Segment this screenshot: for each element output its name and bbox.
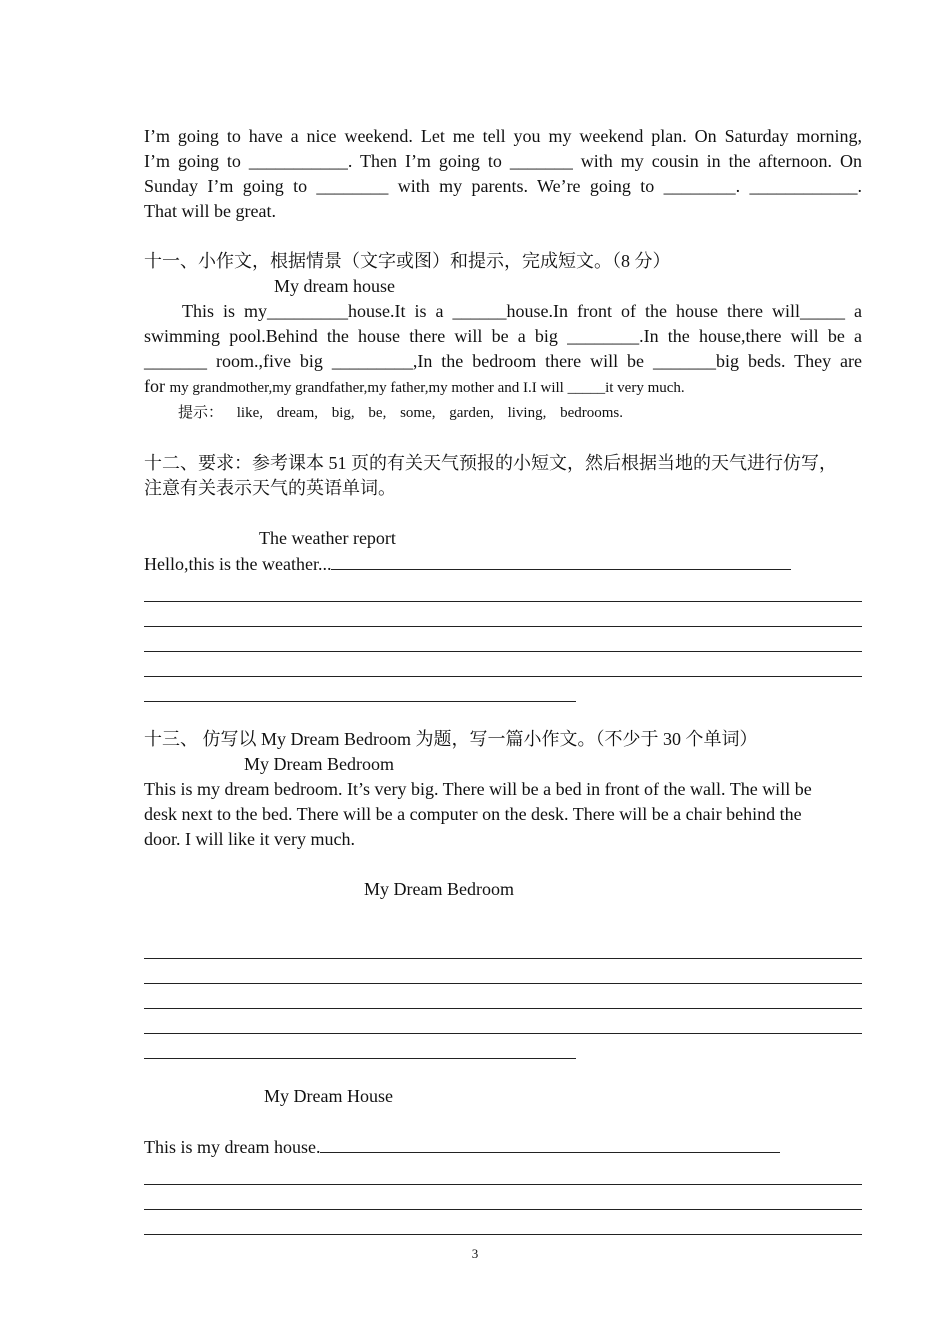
writing-line-short[interactable] <box>144 677 576 702</box>
section-11-line-1: This is my_________house.It is a ______house.In front of the house there will_____ a <box>182 301 862 321</box>
model-line-2: desk next to the bed. There will be a computer on the desk. There will be a chair behind the <box>144 804 802 824</box>
answer-blank[interactable] <box>331 551 791 570</box>
weather-start-text: Hello,this is the weather... <box>144 554 332 574</box>
section-11-line-2: swimming pool.Behind the house there will be a big ________.In the house,there will be a <box>144 326 862 346</box>
hint-word: living, <box>507 405 547 421</box>
hint-word: garden, <box>449 405 494 421</box>
hint-word: dream, <box>276 405 318 421</box>
hint-word: be, <box>368 405 387 421</box>
writing-line[interactable] <box>144 1160 862 1185</box>
dream-house-start-text: This is my dream house. <box>144 1137 321 1157</box>
writing-line-short[interactable] <box>144 1034 576 1059</box>
model-line-3: door. I will like it very much. <box>144 829 355 849</box>
section-12-heading-2: 注意有关表示天气的英语单词。 <box>144 478 396 498</box>
section-11-line-4 <box>144 374 862 401</box>
section-11-title: My dream house <box>274 276 395 296</box>
section-11-hints <box>178 401 862 426</box>
answer-blank[interactable] <box>320 1134 780 1153</box>
section-12-heading-1: 十二、要求：参考课本 51 页的有关天气预报的小短文，然后根据当地的天气进行仿写， <box>144 453 837 473</box>
hint-label: 提示： <box>178 405 224 421</box>
dream-house-title: My Dream House <box>264 1086 393 1106</box>
page-number: 3 <box>471 1246 479 1261</box>
dream-house-start-line <box>144 1134 862 1160</box>
writing-line[interactable] <box>144 934 862 959</box>
section-11-line-3: _______ room.,five big _________,In the bedroom there will be _______big beds. They are <box>144 351 862 371</box>
weekend-line-1: I’m going to have a nice weekend. Let me tell you my weekend plan. On Saturday morning, <box>144 126 862 146</box>
weather-report-title: The weather report <box>259 528 396 548</box>
section-11-line-4-lead: for <box>144 376 165 396</box>
worksheet-page <box>144 124 862 1235</box>
weekend-line-4: That will be great. <box>144 201 276 221</box>
weekend-line-3: Sunday I’m going to ________ with my parents. We’re going to ________. ____________. <box>144 176 862 196</box>
writing-line[interactable] <box>144 577 862 602</box>
hint-word: bedrooms. <box>560 405 624 421</box>
writing-line[interactable] <box>144 1009 862 1034</box>
writing-line[interactable] <box>144 652 862 677</box>
weekend-line-2: I’m going to ___________. Then I’m going to _______ with my cousin in the afternoon. On <box>144 151 862 171</box>
hint-word: like, <box>236 405 264 421</box>
section-11-line-4-rest: my grandmother,my grandfather,my father,my mother and I.I will _____it very much. <box>169 380 685 396</box>
model-title: My Dream Bedroom <box>244 754 394 774</box>
section-13-heading: 十三、 仿写以 My Dream Bedroom 为题，写一篇小作文。（不少于 30 个单词） <box>144 729 758 749</box>
write-title: My Dream Bedroom <box>364 879 514 899</box>
writing-line[interactable] <box>144 627 862 652</box>
weather-start-line <box>144 551 862 577</box>
writing-line[interactable] <box>144 1210 862 1235</box>
writing-line[interactable] <box>144 984 862 1009</box>
model-line-1: This is my dream bedroom. It’s very big. There will be a bed in front of the wall. The will be <box>144 779 812 799</box>
writing-line[interactable] <box>144 602 862 627</box>
writing-line[interactable] <box>144 959 862 984</box>
section-11-heading: 十一、小作文，根据情景（文字或图）和提示，完成短文。（8 分） <box>144 251 671 271</box>
writing-line[interactable] <box>144 1185 862 1210</box>
hint-word: some, <box>400 405 436 421</box>
hint-word: big, <box>331 405 355 421</box>
